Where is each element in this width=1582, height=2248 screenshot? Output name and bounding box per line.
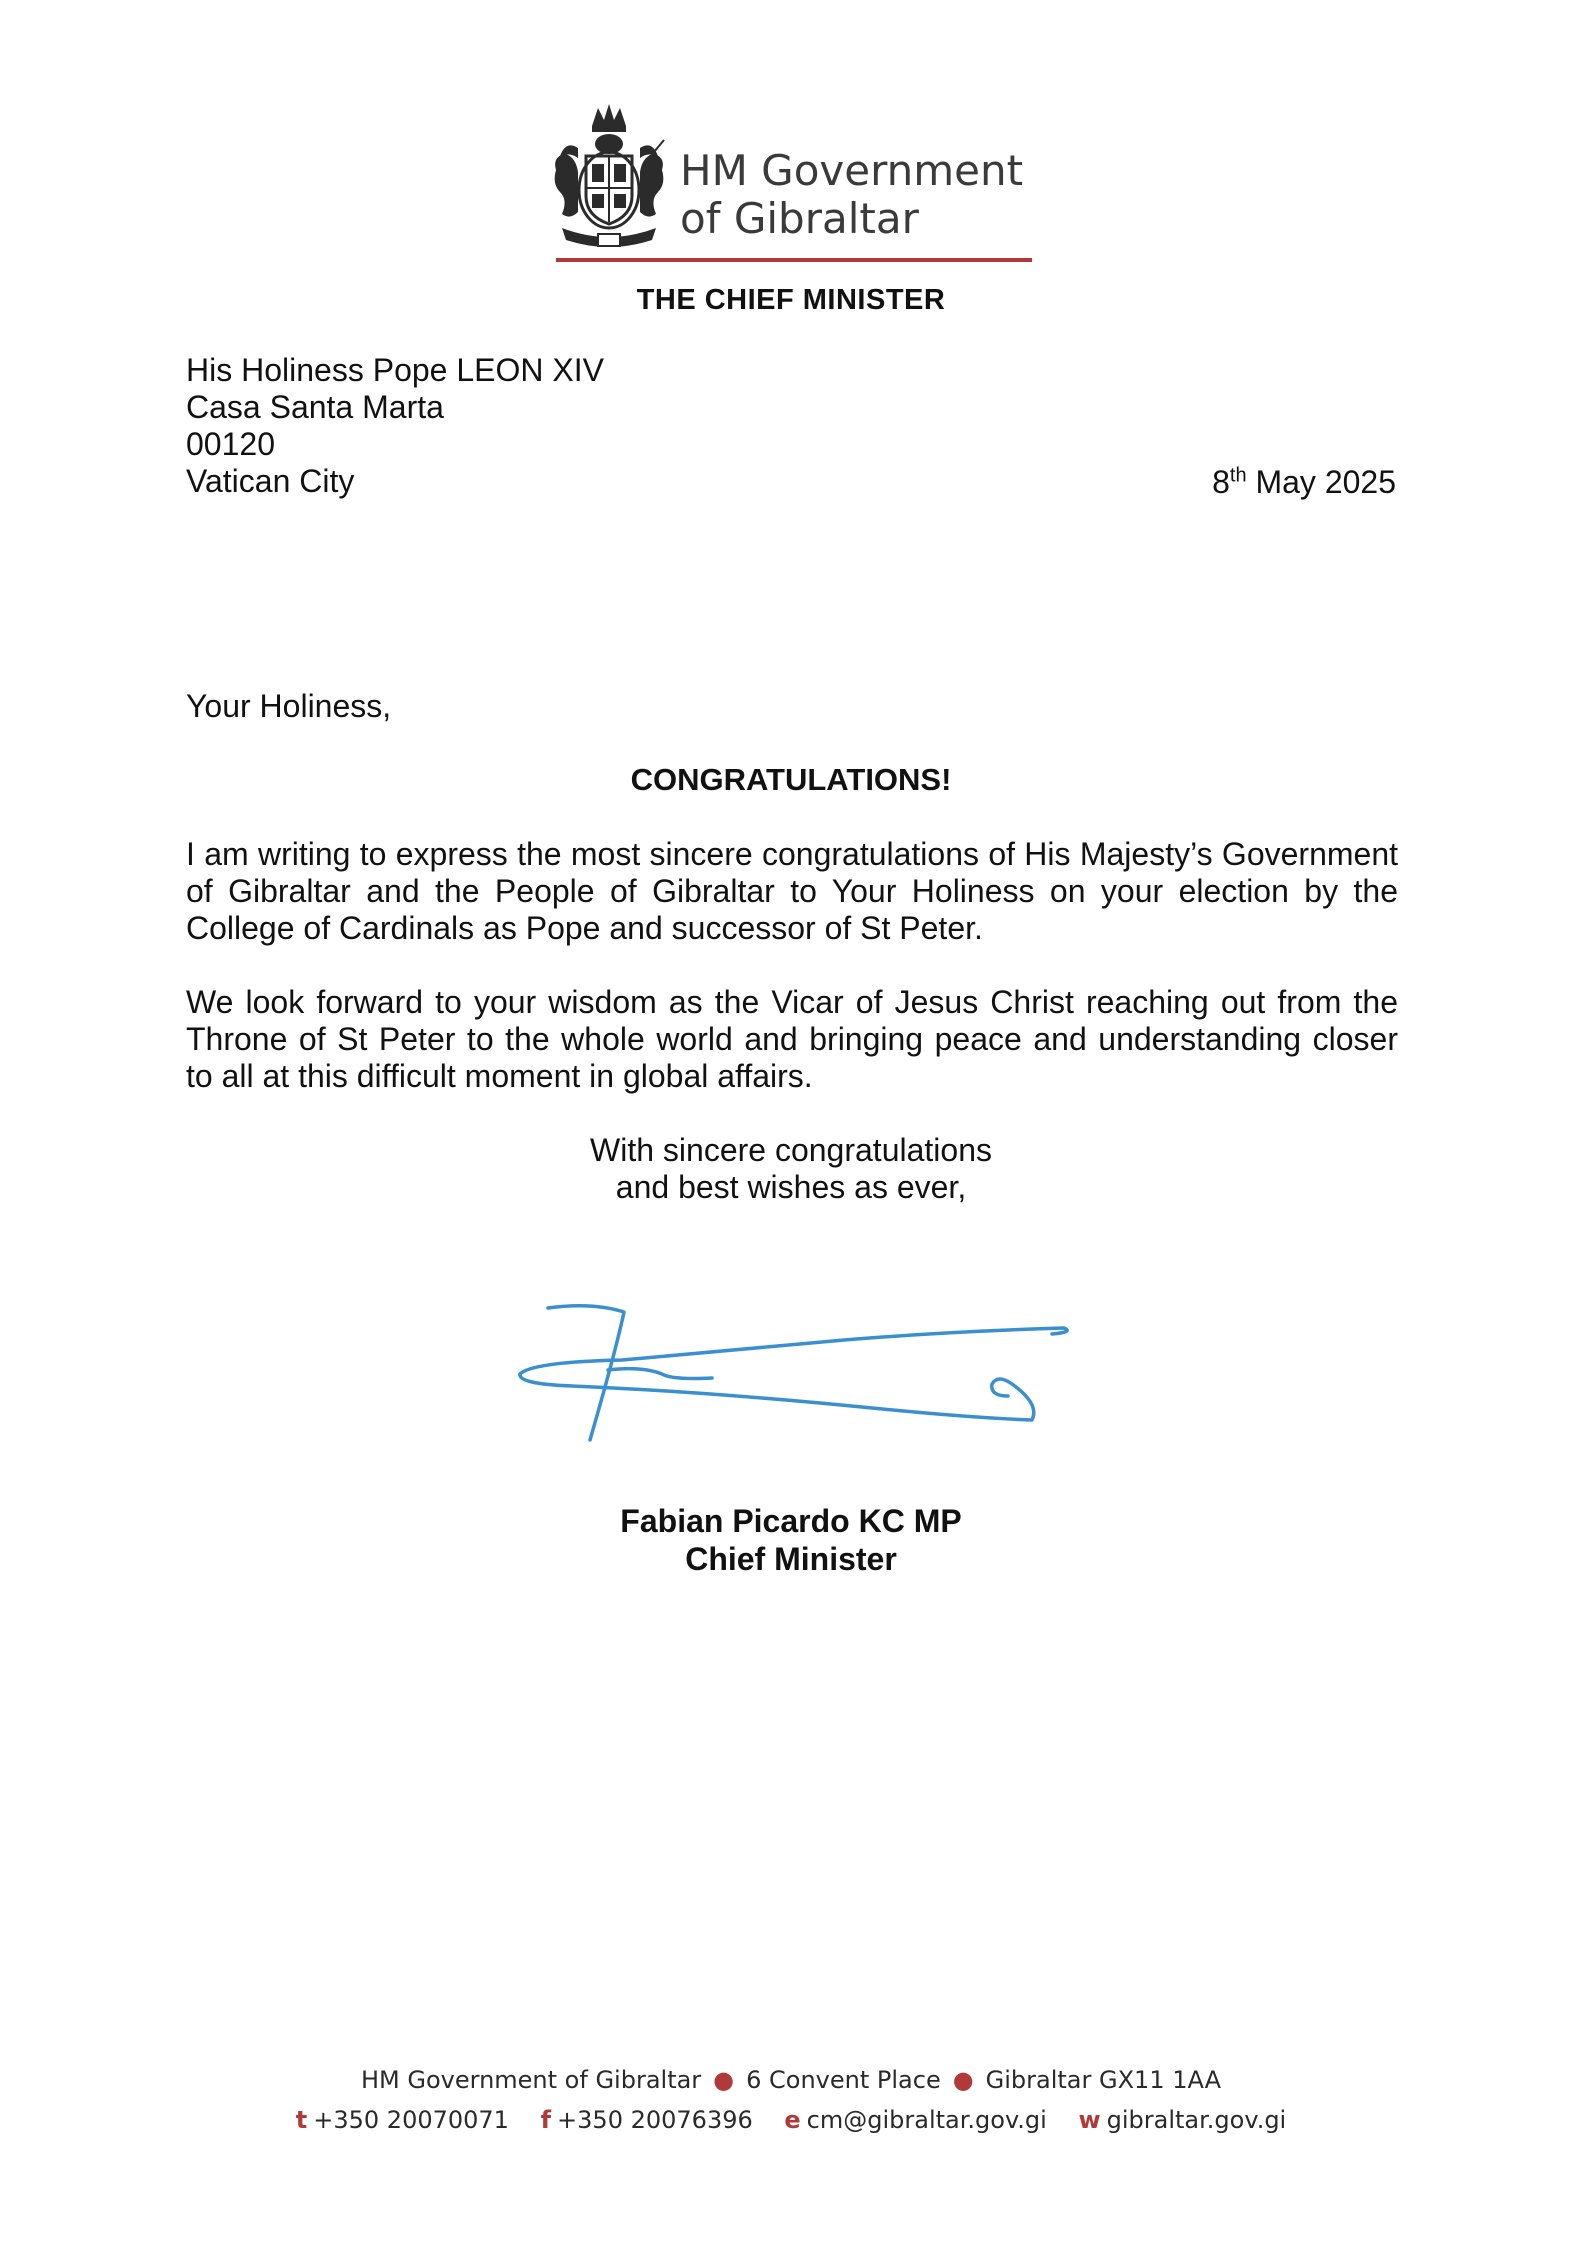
signer-block — [0, 1502, 1582, 1578]
footer-website[interactable]: gibraltar.gov.gi — [1106, 2106, 1287, 2134]
footer-org: HM Government of Gibraltar — [361, 2066, 702, 2094]
recipient-address-line: Casa Santa Marta — [186, 389, 444, 425]
footer-fax: +350 20076396 — [557, 2106, 753, 2134]
org-name-line-1: HM Government — [680, 146, 1024, 195]
coat-of-arms-icon — [548, 100, 670, 252]
date-day: 8 — [1212, 464, 1230, 500]
footer-address — [0, 2066, 1582, 2094]
body-paragraph: We look forward to your wisdom as the Vicar of Jesus Christ reaching out from the Throne of St Peter to the whole world and bringing peace and understanding closer to all at this difficult moment in global affairs. — [186, 984, 1398, 1094]
org-name-line-2: of Gibraltar — [680, 194, 919, 243]
email-label: e — [784, 2106, 801, 2134]
date-suffix: th — [1229, 464, 1247, 487]
recipient-name: His Holiness Pope LEON XIV — [186, 352, 604, 388]
bullet-icon: ● — [713, 2066, 735, 2094]
signature-image — [512, 1300, 1072, 1450]
closing-line-1: With sincere congratulations — [590, 1132, 992, 1168]
closing — [0, 1132, 1582, 1206]
footer-city: Gibraltar GX11 1AA — [985, 2066, 1221, 2094]
body-paragraph: I am writing to express the most sincere congratulations of His Majesty’s Government of Gibraltar and the People of Gibraltar to Your Holiness on your election by the College of Cardinals as Pope and successor of St Peter. — [186, 836, 1398, 946]
letterhead-divider — [556, 258, 1032, 262]
office-title: THE CHIEF MINISTER — [636, 284, 946, 316]
footer-email[interactable]: cm@gibraltar.gov.gi — [806, 2106, 1047, 2134]
footer-phone: +350 20070071 — [313, 2106, 509, 2134]
recipient-city: Vatican City — [186, 463, 355, 499]
footer-contacts — [0, 2106, 1582, 2134]
signer-name: Fabian Picardo KC MP — [620, 1503, 962, 1539]
footer-street: 6 Convent Place — [746, 2066, 941, 2094]
web-label: w — [1078, 2106, 1101, 2134]
signer-title: Chief Minister — [685, 1541, 897, 1577]
bullet-icon: ● — [952, 2066, 974, 2094]
recipient-postcode: 00120 — [186, 426, 275, 462]
letter-heading: CONGRATULATIONS! — [630, 762, 952, 797]
salutation: Your Holiness, — [186, 688, 392, 724]
fax-label: f — [540, 2106, 552, 2134]
date-month-year: May 2025 — [1246, 464, 1396, 500]
letter-date — [1212, 464, 1396, 501]
closing-line-2: and best wishes as ever, — [615, 1169, 967, 1205]
phone-label: t — [295, 2106, 308, 2134]
